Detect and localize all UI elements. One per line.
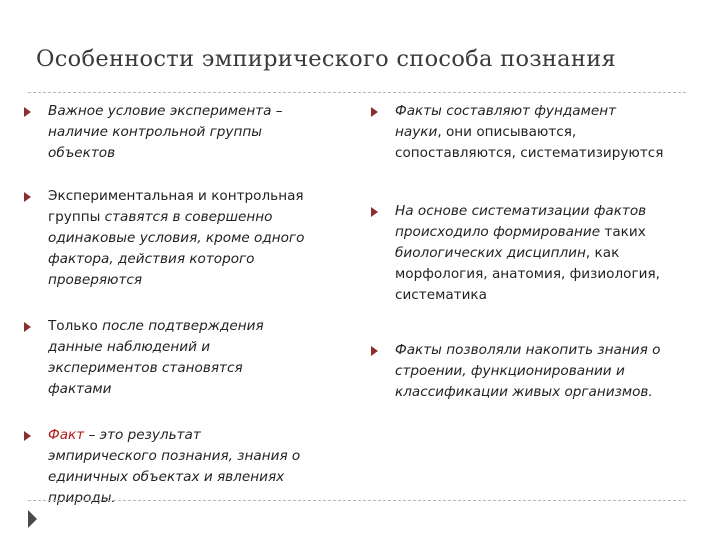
text-line: одинаковые условия, кроме одного	[48, 230, 305, 246]
bullet-arrow-icon	[371, 346, 378, 356]
right-bullet-1	[395, 101, 663, 164]
text-line	[395, 122, 663, 143]
text-line: фактами	[48, 381, 112, 397]
text-span: , они описываются,	[437, 124, 577, 140]
text-line: морфология, анатомия, физиология,	[395, 266, 660, 282]
fact-term: Факт	[48, 427, 85, 443]
emphasis-span: ставятся в совершенно	[104, 209, 273, 225]
emphasis-span: биологических дисциплин	[395, 245, 586, 261]
text-span: , как	[585, 245, 620, 261]
text-line: сопоставляются, систематизируются	[395, 145, 664, 161]
bullet-arrow-icon	[24, 322, 31, 332]
text-line: Важное условие эксперимента –	[48, 103, 283, 119]
text-line: экспериментов становятся	[48, 360, 243, 376]
text-line: фактора, действия которого	[48, 251, 255, 267]
bullet-arrow-icon	[371, 107, 378, 117]
text-line: наличие контрольной группы	[48, 124, 262, 140]
text-line: единичных объектах и явлениях	[48, 469, 285, 485]
bullet-arrow-icon	[24, 431, 31, 441]
bullet-arrow-icon	[24, 192, 31, 202]
text-line	[395, 222, 660, 243]
text-line: Факты составляют фундамент	[395, 103, 616, 119]
text-line: объектов	[48, 145, 116, 161]
bullet-arrow-icon	[371, 207, 378, 217]
text-line: строении, функционировании и	[395, 363, 625, 379]
text-span: Только	[48, 318, 103, 334]
text-line: данные наблюдений и	[48, 339, 211, 355]
text-line: систематика	[395, 287, 487, 303]
emphasis-span: после подтверждения	[102, 318, 264, 334]
text-line	[48, 316, 264, 337]
emphasis-span: – это результат	[84, 427, 201, 443]
left-bullet-1	[48, 101, 283, 164]
text-line	[395, 243, 660, 264]
text-span: группы	[48, 209, 105, 225]
left-bullet-3	[48, 316, 264, 400]
text-line: природы.	[48, 490, 116, 506]
emphasis-span: происходило формирование	[395, 224, 601, 240]
text-line: Экспериментальная и контрольная	[48, 188, 304, 204]
corner-triangle-icon	[28, 510, 37, 528]
left-bullet-4	[48, 425, 300, 509]
text-line	[48, 425, 300, 446]
right-bullet-3	[395, 340, 660, 403]
bullet-arrow-icon	[24, 107, 31, 117]
text-line: проверяются	[48, 272, 143, 288]
text-line: классификации живых организмов.	[395, 384, 653, 400]
footer-divider	[28, 500, 686, 501]
left-bullet-2	[48, 186, 304, 291]
slide-title: Особенности эмпирического способа познания	[36, 46, 616, 72]
emphasis-span: науки	[395, 124, 438, 140]
title-divider	[28, 92, 686, 93]
text-line: На основе систематизации фактов	[395, 203, 647, 219]
text-line: эмпирического познания, знания о	[48, 448, 301, 464]
text-line	[48, 207, 304, 228]
text-span: таких	[600, 224, 646, 240]
text-line: Факты позволяли накопить знания о	[395, 342, 661, 358]
right-bullet-2	[395, 201, 660, 306]
